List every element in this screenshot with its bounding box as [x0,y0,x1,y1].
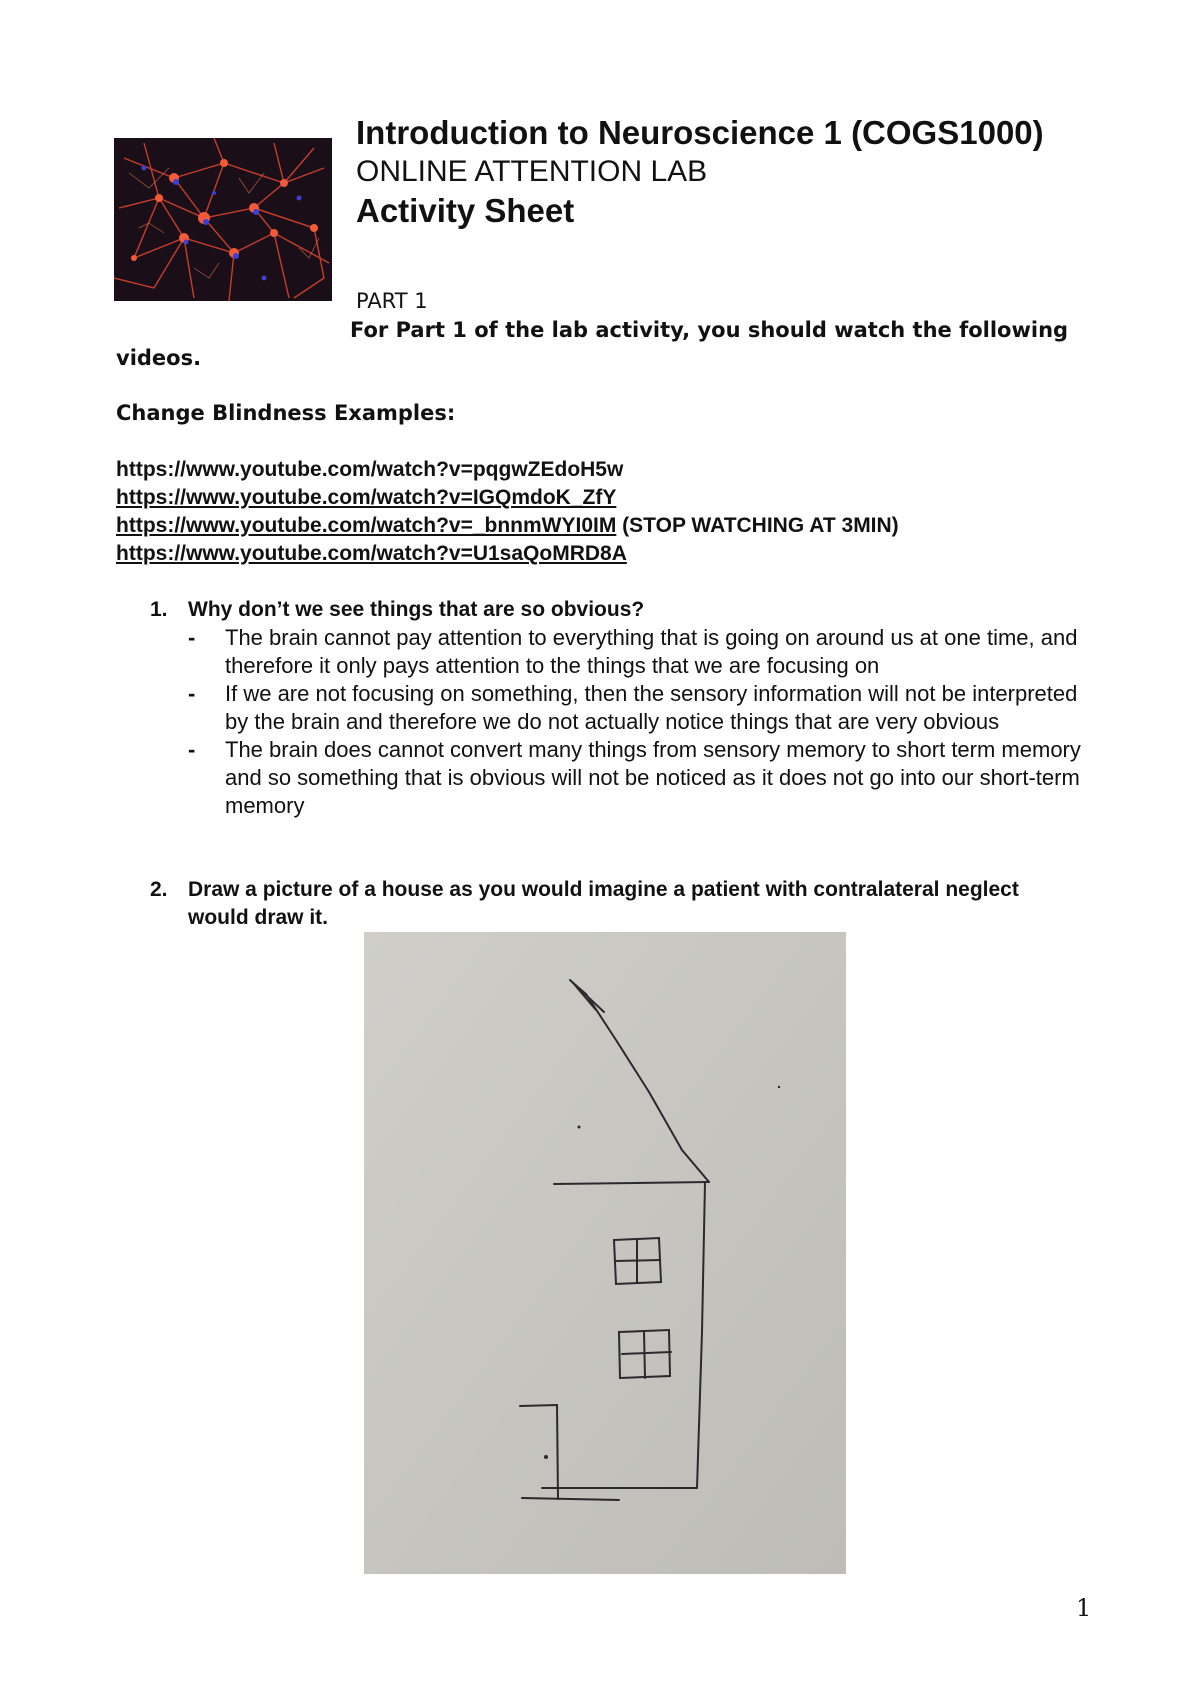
video-link-row [116,456,899,484]
answer-text: If we are not focusing on something, then the sensory information will not be interpreted by the brain and therefore we do not actually notice things that are very obvious [225,681,1078,734]
answer-item [188,680,1088,736]
question-1-text: Why don’t we see things that are so obvious? [188,598,645,621]
house-drawing-photo [364,932,846,1574]
part-intro-text: For Part 1 of the lab activity, you should watch the following videos. [116,318,1069,370]
video-link-3[interactable]: https://www.youtube.com/watch?v=_bnnmWYI0IM [116,514,617,537]
video-link-3-note: (STOP WATCHING AT 3MIN) [616,514,899,537]
video-links-list [116,456,899,568]
video-link-4[interactable]: https://www.youtube.com/watch?v=U1saQoMRD8A [116,542,627,565]
answer-text: The brain does cannot convert many things from sensory memory to short term memory and so something that is obvious will not be noticed as it does not go into our short-term memory [225,737,1081,818]
video-link-2[interactable]: https://www.youtube.com/watch?v=IGQmdoK_ZfY [116,486,617,509]
sheet-title: Activity Sheet [356,192,575,229]
neuron-microscopy-image [114,138,332,301]
video-link-row [116,540,899,568]
part-label: PART 1 [356,289,428,313]
half-house-sketch [364,932,846,1574]
question-2-number: 2. [150,878,168,901]
change-blindness-heading: Change Blindness Examples: [116,401,456,425]
document-title: Introduction to Neuroscience 1 (COGS1000) [356,114,1044,151]
bullet-dash: - [188,681,196,706]
neuron-network-illustration [114,138,332,301]
question-2 [150,876,1080,932]
answer-item [188,736,1088,820]
lab-name: ONLINE ATTENTION LAB [356,155,708,188]
video-link-row [116,512,899,540]
video-link-row [116,484,899,512]
question-1-number: 1. [150,598,168,621]
video-link-1[interactable]: https://www.youtube.com/watch?v=pqgwZEdoH5w [116,458,624,481]
page-number: 1 [1076,1594,1092,1622]
question-1-answers [188,624,1088,820]
bullet-dash: - [188,625,196,650]
bullet-dash: - [188,737,196,762]
question-2-text: Draw a picture of a house as you would imagine a patient with contralateral neglect would draw it. [188,878,1019,929]
answer-text: The brain cannot pay attention to everything that is going on around us at one time, and therefore it only pays attention to the things that we are focusing on [225,625,1078,678]
question-1 [150,596,1080,624]
answer-item [188,624,1088,680]
